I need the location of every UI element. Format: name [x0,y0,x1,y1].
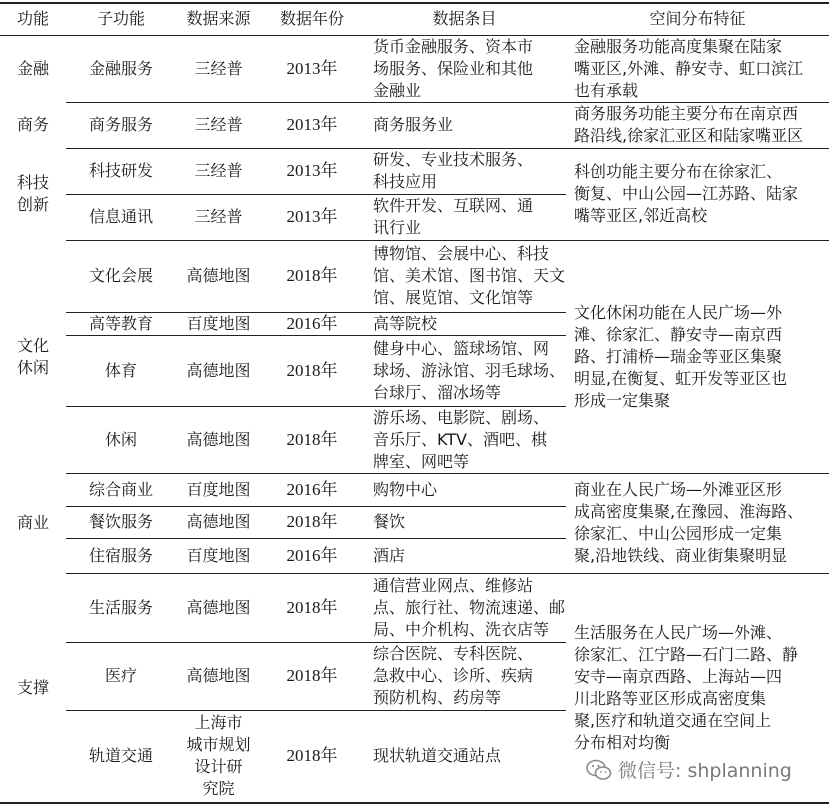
data-year: 2018年 [286,666,338,685]
spatial-feature: 科创功能主要分布在徐家汇、 [574,162,783,181]
data-year: 2018年 [286,429,338,449]
function-name: 文化 [16,335,49,355]
row-rule [66,312,566,313]
row-rule [66,642,566,643]
spatial-feature: 形成一定集聚 [574,390,671,410]
data-source: 究院 [202,779,235,798]
data-items: 科技应用 [373,172,438,191]
function-name: 商业 [16,513,49,532]
sub-function: 生活服务 [88,597,153,617]
spatial-feature: 徐家汇、中山公园形成一定集 [574,524,783,543]
function-name: 休闲 [16,357,49,377]
header-function: 功能 [16,9,49,28]
data-year: 2018年 [286,266,338,285]
data-source: 百度地图 [186,545,251,565]
table-top-rule [0,2,829,4]
data-source: 高德地图 [186,512,251,531]
function-name: 创新 [16,195,49,214]
data-items: 局、中介机构、洗衣店等 [373,619,550,639]
wechat-icon [586,759,612,781]
data-year: 2018年 [286,360,338,380]
data-source: 上海市 [194,713,243,732]
header-data-items: 数据条目 [432,9,497,28]
header-data-year: 数据年份 [279,9,344,28]
sub-function: 轨道交通 [88,746,153,765]
row-rule [66,710,566,711]
data-items: 牌室、网吧等 [373,451,470,471]
data-source: 高德地图 [186,429,251,449]
data-items: 馆、展览馆、文化馆等 [373,288,534,307]
data-year: 2018年 [286,512,338,531]
data-items: 购物中心 [373,479,438,499]
data-items: 通信营业网点、维修站 [373,575,534,595]
data-source: 三经普 [194,59,243,78]
function-name: 金融 [16,59,49,78]
spatial-feature: 路沿线,徐家汇亚区和陆家嘴亚区 [574,126,804,145]
sub-function: 综合商业 [88,479,153,499]
spatial-feature: 衡复、中山公园—江苏路、陆家 [574,184,799,203]
data-items: 高等院校 [373,313,438,333]
data-items: 预防机构、药房等 [373,688,502,707]
spatial-feature: 聚,沿地铁线、商业街集聚明显 [574,546,788,565]
data-items: 餐饮 [373,512,406,531]
data-source: 设计研 [194,757,243,776]
header-data-source: 数据来源 [186,9,251,28]
data-items: 健身中心、篮球场馆、网 [373,338,550,358]
data-year: 2013年 [286,207,338,226]
spatial-feature: 成高密度集聚,在豫园、淮海路、 [574,502,804,521]
row-rule [66,406,566,407]
spatial-feature: 滩、徐家汇、静安寺—南京西 [574,324,783,344]
data-source: 百度地图 [186,313,251,333]
spatial-feature: 分布相对均衡 [574,732,671,752]
spatial-feature: 路、打浦桥—瑞金等亚区集聚 [574,346,783,366]
data-year: 2016年 [286,479,338,499]
sub-function: 体育 [104,360,137,380]
spatial-feature: 金融服务功能高度集聚在陆家 [574,37,783,56]
function-name: 科技 [16,173,49,192]
data-source: 高德地图 [186,360,251,380]
row-rule [66,335,566,336]
data-items: 急救中心、诊所、疾病 [373,666,534,685]
spatial-feature: 商务服务功能主要分布在南京西 [574,104,799,123]
data-items: 音乐厅、KTV、酒吧、棋 [373,429,547,449]
data-items: 金融业 [373,81,422,100]
data-year: 2013年 [286,59,338,78]
data-source: 高德地图 [186,666,251,685]
data-year: 2016年 [286,313,338,333]
header-sub-function: 子功能 [96,9,145,28]
spatial-feature: 嘴等亚区,邻近高校 [574,206,708,225]
sub-function: 休闲 [104,429,137,449]
data-items: 博物馆、会展中心、科技 [373,244,550,263]
data-year: 2018年 [286,597,338,617]
data-items: 点、旅行社、物流速递、邮 [373,597,566,617]
sub-function: 医疗 [104,666,137,685]
spatial-feature: 文化休闲功能在人民广场—外 [574,302,783,322]
sub-function: 住宿服务 [88,545,153,565]
watermark [586,756,792,783]
row-rule [66,194,566,195]
data-items: 综合医院、专科医院、 [373,644,534,663]
data-source: 高德地图 [186,597,251,617]
data-source: 三经普 [194,207,243,226]
group-rule [66,148,829,149]
spatial-feature: 安寺—南京西路、上海站—四 [574,666,783,686]
data-source: 三经普 [194,161,243,180]
group-rule [66,240,829,241]
spatial-feature: 也有承载 [574,81,639,100]
data-year: 2016年 [286,545,338,565]
data-items: 台球厅、溜冰场等 [373,382,502,402]
sub-function: 高等教育 [88,313,153,333]
data-source: 百度地图 [186,479,251,499]
sub-function: 商务服务 [88,115,153,134]
spatial-feature: 生活服务在人民广场—外滩、 [574,622,783,642]
table-bottom-rule [0,802,829,804]
data-source: 城市规划 [186,735,251,754]
data-source: 三经普 [194,115,243,134]
data-items: 现状轨道交通站点 [373,746,502,765]
spatial-feature: 聚,医疗和轨道交通在空间上 [574,710,772,730]
sub-function: 金融服务 [88,59,153,78]
spatial-feature: 川北路等亚区形成高密度集 [574,688,767,708]
data-year: 2018年 [286,746,338,765]
data-items: 游乐场、电影院、剧场、 [373,407,550,427]
data-year: 2013年 [286,161,338,180]
data-items: 研发、专业技术服务、 [373,150,534,169]
sub-function: 文化会展 [88,266,153,285]
data-source: 高德地图 [186,266,251,285]
data-items: 讯行业 [373,218,422,237]
sub-function: 餐饮服务 [88,512,153,531]
watermark-text: 微信号: shplanning [618,760,792,782]
group-rule [66,102,829,103]
data-items: 酒店 [373,545,406,565]
sub-function: 信息通讯 [88,207,153,226]
data-items: 软件开发、互联网、通 [373,196,534,215]
data-items: 球场、游泳馆、羽毛球场、 [373,360,566,380]
header-spatial: 空间分布特征 [649,9,746,28]
data-year: 2013年 [286,115,338,134]
spatial-feature: 商业在人民广场—外滩亚区形 [574,480,783,499]
spatial-feature: 徐家汇、江宁路—石门二路、静 [574,644,799,664]
group-rule [66,573,829,574]
spatial-feature: 嘴亚区,外滩、静安寺、虹口滨江 [574,59,804,78]
sub-function: 科技研发 [88,161,153,180]
data-items: 货币金融服务、资本市 [373,37,534,56]
row-rule [66,506,566,507]
data-items: 商务服务业 [373,115,454,134]
function-name: 支撑 [16,677,49,697]
spatial-feature: 明显,在衡复、虹开发等亚区也 [574,368,788,388]
function-name: 商务 [16,115,49,134]
group-rule [66,473,829,474]
data-items: 馆、美术馆、图书馆、天文 [373,266,566,285]
data-items: 场服务、保险业和其他 [373,59,534,78]
row-rule [66,538,566,539]
